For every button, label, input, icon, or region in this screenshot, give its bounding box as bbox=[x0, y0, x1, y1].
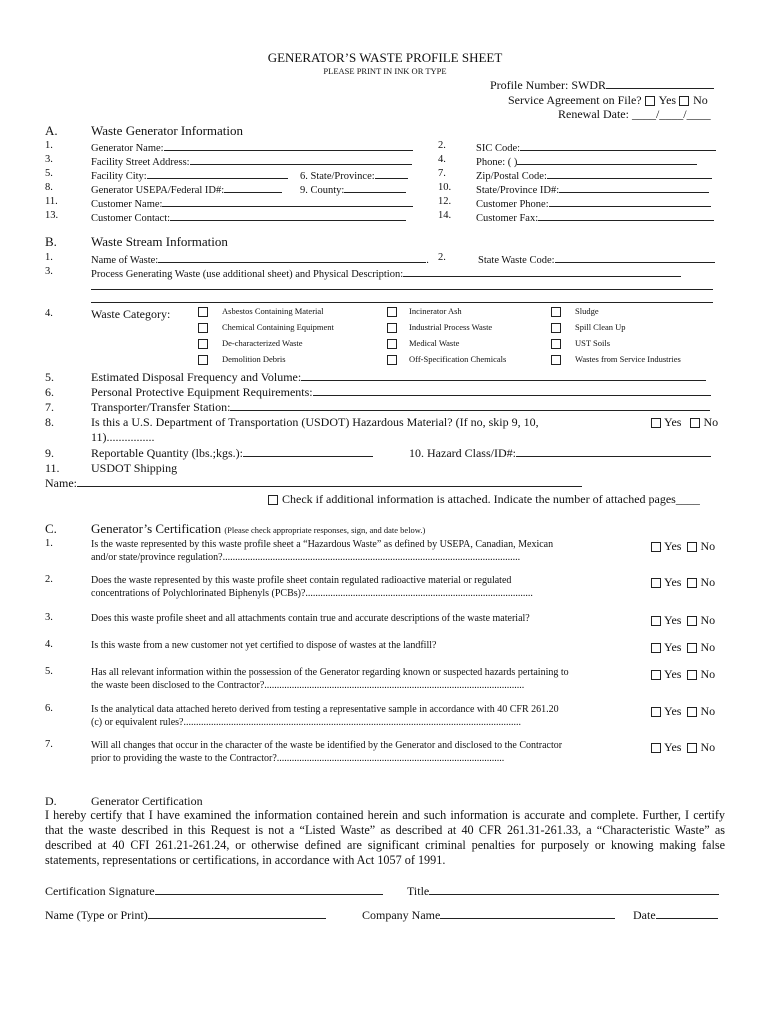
customer-name-field[interactable] bbox=[91, 196, 413, 210]
no-checkbox[interactable] bbox=[690, 418, 700, 428]
question-text bbox=[91, 639, 636, 652]
section-a-heading: Waste Generator Information bbox=[91, 123, 244, 138]
question-number: 1. bbox=[45, 538, 53, 549]
yes-label: Yes bbox=[664, 575, 682, 589]
category-option[interactable]: Sludge bbox=[551, 306, 599, 317]
no-checkbox[interactable] bbox=[687, 670, 697, 680]
profile-number-row bbox=[490, 78, 714, 93]
certification-paragraph: I hereby certify that I have examined the information contained herein and such information is accurate and complete. Further, I certify that the waste described in this Request is not a “Listed Waste” as described at 40 CFR 261.31-261.33, a “Characteristic Waste” as described at 40 CFI 261.21-261.24, or otherwise defined are significant criminal penalties for purposely or knowing making false statements, representations or certifications, in accordance with Act 1057 of 1991. bbox=[45, 808, 725, 867]
yes-checkbox[interactable] bbox=[651, 616, 661, 626]
no-label: No bbox=[700, 539, 716, 553]
page-title: GENERATOR’S WASTE PROFILE SHEET bbox=[267, 50, 503, 65]
profile-number-label: Profile Number: SWDR bbox=[490, 78, 606, 92]
description-line[interactable] bbox=[91, 302, 713, 303]
yes-checkbox[interactable] bbox=[651, 418, 661, 428]
category-option[interactable]: Spill Clean Up bbox=[551, 322, 626, 333]
no-label: No bbox=[700, 575, 716, 589]
field-label: SIC Code: bbox=[476, 143, 521, 154]
yes-checkbox[interactable] bbox=[651, 542, 661, 552]
field-label: Personal Protective Equipment Requirements: bbox=[91, 385, 313, 399]
field-label: Customer Fax: bbox=[476, 213, 539, 224]
yes-label: Yes bbox=[664, 539, 682, 553]
facility-address-field[interactable] bbox=[91, 154, 412, 168]
question-number: 6. bbox=[45, 703, 53, 714]
question-line: concentrations of Polychlorinated Biphenyls (PCBs)?........................................................................................... bbox=[91, 588, 533, 599]
attached-checkbox[interactable] bbox=[268, 495, 278, 505]
question-line: Does this waste profile sheet and all attachments contain true and accurate descriptions of the waste material? bbox=[91, 613, 530, 624]
no-label: No bbox=[693, 93, 708, 107]
zip-code-field[interactable] bbox=[476, 168, 712, 182]
field-label: Zip/Postal Code: bbox=[476, 171, 547, 182]
field-label: Facility Street Address: bbox=[91, 157, 190, 168]
category-option[interactable]: Medical Waste bbox=[387, 338, 459, 349]
yes-no-choice bbox=[651, 640, 715, 655]
question-line: Is this waste from a new customer not yet certified to dispose of wastes at the landfill? bbox=[91, 640, 437, 651]
field-label: Name: bbox=[45, 476, 77, 490]
print-name-field[interactable] bbox=[45, 908, 326, 923]
no-label: No bbox=[700, 740, 716, 754]
field-num: 8. bbox=[45, 415, 54, 429]
question-text bbox=[91, 703, 636, 729]
yes-label: Yes bbox=[664, 640, 682, 654]
category-option[interactable]: Industrial Process Waste bbox=[387, 322, 492, 333]
field-label: Estimated Disposal Frequency and Volume: bbox=[91, 370, 302, 384]
no-checkbox[interactable] bbox=[687, 542, 697, 552]
page-subtitle: PLEASE PRINT IN INK OR TYPE bbox=[323, 66, 447, 76]
field-num: 6. bbox=[45, 385, 54, 399]
field-label: Customer Name: bbox=[91, 199, 163, 210]
service-agreement-row bbox=[508, 93, 708, 108]
yes-label: Yes bbox=[664, 704, 682, 718]
transporter-field[interactable] bbox=[91, 400, 710, 415]
yes-checkbox[interactable] bbox=[651, 670, 661, 680]
no-label: No bbox=[700, 613, 716, 627]
customer-fax-field[interactable] bbox=[476, 210, 714, 224]
field-num: 5. bbox=[45, 168, 53, 179]
no-label: No bbox=[703, 415, 719, 429]
field-label: Reportable Quantity (lbs.;kgs.): bbox=[91, 446, 243, 460]
question-line: Is the waste represented by this waste profile sheet a “Hazardous Waste” as defined by USEPA, Canadian, Mexican bbox=[91, 539, 554, 550]
field-label: Generator USEPA/Federal ID#: bbox=[91, 185, 225, 196]
field-num: 2. bbox=[438, 140, 446, 151]
section-d-letter: D. bbox=[45, 794, 57, 808]
yes-label: Yes bbox=[658, 93, 677, 107]
waste-category-label: Waste Category: bbox=[91, 307, 171, 321]
field-num: 13. bbox=[45, 210, 59, 221]
customer-contact-field[interactable] bbox=[91, 210, 406, 224]
renewal-date[interactable]: Renewal Date: ____/____/____ bbox=[558, 107, 711, 121]
question-line: and/or state/province regulation?....................................................................................................................... bbox=[91, 552, 521, 563]
field-label: Date bbox=[633, 908, 656, 922]
yes-label: Yes bbox=[664, 415, 682, 429]
state-waste-code-field[interactable] bbox=[478, 252, 715, 266]
field-num: 11. bbox=[45, 461, 60, 475]
question-number: 7. bbox=[45, 739, 53, 750]
field-label: Phone: ( ) bbox=[476, 157, 518, 168]
state-id-field[interactable] bbox=[476, 182, 709, 196]
field-label: Certification Signature bbox=[45, 884, 155, 898]
field-label: 9. County: bbox=[300, 185, 345, 196]
yes-no-choice bbox=[651, 704, 715, 719]
name-of-waste-field[interactable]: Name of Waste: . bbox=[91, 252, 429, 266]
question-number: 2. bbox=[45, 574, 53, 585]
no-checkbox[interactable] bbox=[687, 743, 697, 753]
field-num: 4. bbox=[45, 308, 53, 319]
usdot-question-cont: 11)................ bbox=[91, 430, 155, 444]
question-text bbox=[91, 612, 636, 625]
question-number: 3. bbox=[45, 612, 53, 623]
category-option[interactable]: Off-Specification Chemicals bbox=[387, 354, 506, 365]
field-num: 3. bbox=[45, 154, 53, 165]
field-label: Name (Type or Print) bbox=[45, 908, 148, 922]
no-checkbox[interactable] bbox=[687, 707, 697, 717]
question-text bbox=[91, 574, 636, 600]
section-b-heading: Waste Stream Information bbox=[91, 234, 228, 249]
shipping-name-field[interactable] bbox=[45, 476, 582, 491]
yes-no-choice bbox=[651, 575, 715, 590]
field-label: Facility City: bbox=[91, 171, 147, 182]
no-checkbox[interactable] bbox=[687, 578, 697, 588]
yes-no-choice bbox=[651, 667, 715, 682]
yes-label: Yes bbox=[664, 740, 682, 754]
phone-field[interactable] bbox=[476, 154, 697, 168]
no-label: No bbox=[700, 667, 716, 681]
process-description-field[interactable] bbox=[91, 266, 681, 280]
question-line: Will all changes that occur in the character of the waste be identified by the Generator and disclosed to the Contractor bbox=[91, 740, 563, 751]
attached-label: Check if additional information is attached. Indicate the number of attached pages____ bbox=[282, 492, 700, 506]
no-label: No bbox=[700, 704, 716, 718]
question-line: the waste been disclosed to the Contractor?........................................................................................................ bbox=[91, 680, 525, 691]
yes-label: Yes bbox=[664, 667, 682, 681]
question-number: 5. bbox=[45, 666, 53, 677]
field-label: State Waste Code: bbox=[478, 255, 555, 266]
title-field[interactable] bbox=[407, 884, 719, 899]
category-option[interactable]: Demolition Debris bbox=[198, 354, 286, 365]
field-num: 7. bbox=[45, 400, 54, 414]
category-option[interactable]: Asbestos Containing Material bbox=[198, 306, 324, 317]
yes-checkbox[interactable] bbox=[651, 643, 661, 653]
sic-code-field[interactable] bbox=[476, 140, 716, 154]
hazard-class-field[interactable] bbox=[409, 446, 711, 461]
field-num: 7. bbox=[438, 168, 446, 179]
section-c-heading-row bbox=[91, 521, 425, 537]
usdot-shipping-label: USDOT Shipping bbox=[91, 461, 178, 475]
field-num: 3. bbox=[45, 266, 53, 277]
question-line: (c) or equivalent rules?....................................................................................................................................... bbox=[91, 717, 521, 728]
service-no-checkbox[interactable] bbox=[679, 96, 689, 106]
field-num: 5. bbox=[45, 370, 54, 384]
yes-checkbox[interactable] bbox=[651, 743, 661, 753]
section-d-heading: Generator Certification bbox=[91, 794, 203, 808]
field-num: 4. bbox=[438, 154, 446, 165]
service-yes-checkbox[interactable] bbox=[645, 96, 655, 106]
generator-name-field[interactable] bbox=[91, 140, 413, 154]
field-label: Company Name bbox=[362, 908, 441, 922]
attached-pages-row bbox=[268, 492, 700, 507]
facility-city-field[interactable] bbox=[91, 168, 288, 182]
no-label: No bbox=[700, 640, 716, 654]
description-line[interactable] bbox=[91, 289, 713, 290]
field-label: Customer Phone: bbox=[476, 199, 549, 210]
category-option[interactable]: UST Soils bbox=[551, 338, 610, 349]
question-number: 4. bbox=[45, 639, 53, 650]
field-label: 10. Hazard Class/ID#: bbox=[409, 446, 516, 460]
field-label: State/Province ID#: bbox=[476, 185, 560, 196]
section-a-letter: A. bbox=[45, 123, 58, 138]
question-line: Does the waste represented by this waste profile sheet contain regulated radioactive material or regulated bbox=[91, 575, 512, 586]
usdot-question: Is this a U.S. Department of Transportation (USDOT) Hazardous Material? (If no, skip 9, 10, bbox=[91, 415, 539, 429]
section-c-note: (Please check appropriate responses, sign, and date below.) bbox=[224, 525, 426, 535]
no-checkbox[interactable] bbox=[687, 643, 697, 653]
field-num: 1. bbox=[45, 140, 53, 151]
usdot-yes-no bbox=[651, 415, 718, 430]
yes-no-choice bbox=[651, 740, 715, 755]
state-province-field[interactable] bbox=[300, 168, 408, 182]
profile-number-field[interactable] bbox=[606, 78, 714, 89]
signature-field[interactable] bbox=[45, 884, 383, 899]
field-num: 10. bbox=[438, 182, 452, 193]
yes-checkbox[interactable] bbox=[651, 707, 661, 717]
field-num: 9. bbox=[45, 446, 54, 460]
section-b-letter: B. bbox=[45, 234, 57, 249]
reportable-quantity-field[interactable] bbox=[91, 446, 373, 461]
question-text bbox=[91, 538, 636, 564]
question-line: prior to providing the waste to the Contractor?........................................................................................... bbox=[91, 753, 505, 764]
customer-phone-field[interactable] bbox=[476, 196, 711, 210]
field-num: 1. bbox=[45, 252, 53, 263]
field-label: Customer Contact: bbox=[91, 213, 171, 224]
field-label: Name of Waste: bbox=[91, 255, 159, 266]
category-option[interactable]: De-characterized Waste bbox=[198, 338, 303, 349]
company-name-field[interactable] bbox=[362, 908, 615, 923]
question-text bbox=[91, 666, 636, 692]
field-num: 8. bbox=[45, 182, 53, 193]
section-c-letter: C. bbox=[45, 521, 57, 536]
field-label: Generator Name: bbox=[91, 143, 164, 154]
category-option[interactable]: Wastes from Service Industries bbox=[551, 354, 681, 365]
question-line: Is the analytical data attached hereto derived from testing a representative sample in accordance with 40 CFR 261.20 bbox=[91, 704, 559, 715]
question-line: Has all relevant information within the possession of the Generator regarding known or suspected hazards pertaining to bbox=[91, 667, 569, 678]
question-text bbox=[91, 739, 636, 765]
yes-checkbox[interactable] bbox=[651, 578, 661, 588]
county-field[interactable] bbox=[300, 182, 406, 196]
ppe-requirements-field[interactable] bbox=[91, 385, 711, 400]
field-label: Title bbox=[407, 884, 430, 898]
field-num: 11. bbox=[45, 196, 58, 207]
field-label: 6. State/Province: bbox=[300, 171, 375, 182]
section-c-heading: Generator’s Certification bbox=[91, 521, 222, 536]
yes-no-choice bbox=[651, 613, 715, 628]
service-agreement-label: Service Agreement on File? bbox=[508, 93, 642, 107]
field-num: 2. bbox=[438, 252, 446, 263]
field-num: 14. bbox=[438, 210, 452, 221]
field-num: 12. bbox=[438, 196, 452, 207]
date-field[interactable] bbox=[633, 908, 718, 923]
usepa-id-field[interactable] bbox=[91, 182, 282, 196]
yes-no-choice bbox=[651, 539, 715, 554]
category-option[interactable]: Chemical Containing Equipment bbox=[198, 322, 334, 333]
field-label: Process Generating Waste (use additional sheet) and Physical Description: bbox=[91, 269, 404, 280]
disposal-frequency-field[interactable] bbox=[91, 370, 706, 385]
field-label: Transporter/Transfer Station: bbox=[91, 400, 231, 414]
no-checkbox[interactable] bbox=[687, 616, 697, 626]
category-option[interactable]: Incinerator Ash bbox=[387, 306, 462, 317]
yes-label: Yes bbox=[664, 613, 682, 627]
